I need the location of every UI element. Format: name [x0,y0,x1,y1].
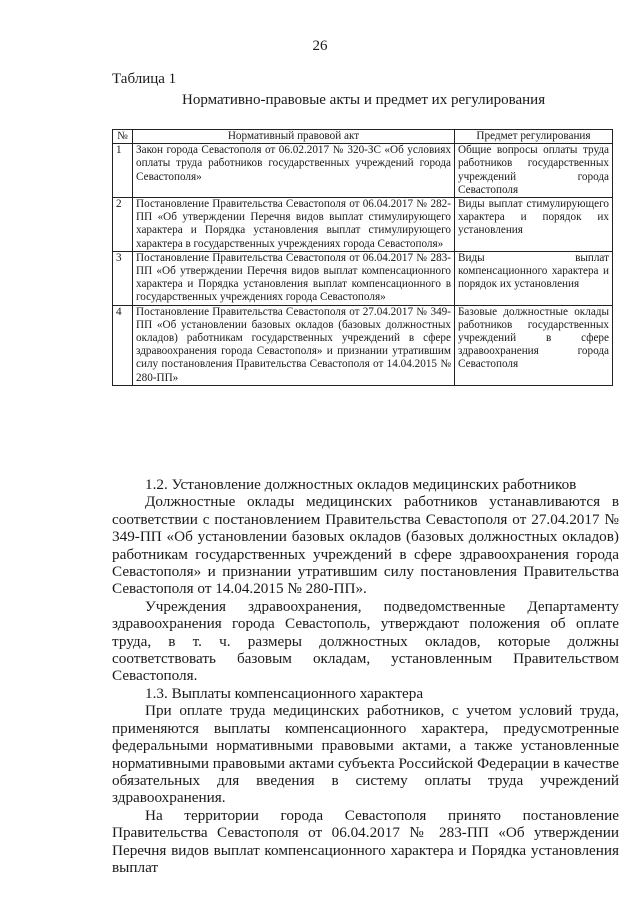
table-row [113,198,613,252]
row-number: 1 [113,144,133,198]
table-header-row [113,130,613,144]
table-label: Таблица 1 [112,71,177,87]
section-heading-1-3: 1.3. Выплаты компенсационного характера [145,684,424,702]
section-heading-1-2: 1.2. Установление должностных окладов медицинских работников [145,476,577,493]
column-header-act: Нормативный правовой акт [133,130,455,144]
table-title: Нормативно-правовые акты и предмет их регулирования [182,92,546,108]
table-row [113,144,613,198]
row-act: Постановление Правительства Севастополя от 27.04.2017 № 349-ПП «Об установлении базовых окладов (базовых должностных окладов) работникам государственных учреждений в сфере здравоохранения города Севастополя» и признании утратившим силу постановления Правительства Севастополя от 14.04.2015 № 280-ПП» [133,305,455,385]
row-act: Постановление Правительства Севастополя от 06.04.2017 № 283-ПП «Об утверждении Перечня видов выплат компенсационного характера и Порядка установления выплат компенсационного в государственных учреждениях города Севастополя» [133,251,455,305]
row-act: Закон города Севастополя от 06.02.2017 № 320-ЗС «Об условиях оплаты труда работников государственных учреждений города Севастополя» [133,144,455,198]
row-number: 4 [113,305,133,385]
body-text [112,476,619,876]
table-row [113,251,613,305]
row-subject: Общие вопросы оплаты труда работников государственных учреждений города Севастополя [455,144,613,198]
acts-table [112,129,613,386]
row-subject: Виды выплат компенсационного характера и порядок их установления [455,251,613,305]
row-subject: Базовые должностные оклады работников государственных учреждений в сфере здравоохранения города Севастополя [455,305,613,385]
column-header-subject: Предмет регулирования [455,130,613,144]
row-act: Постановление Правительства Севастополя от 06.04.2017 № 282-ПП «Об утверждении Перечня видов выплат стимулирующего характера и Порядка установления выплат стимулирующего характера в государственных учреждениях города Севастополя» [133,198,455,252]
paragraph: При оплате труда медицинских работников, с учетом условий труда, применяются выплаты компенсационного характера, предусмотренные федеральными нормативными правовыми актами, а также установленные нормативными правовыми актами субъекта Российской Федерации в качестве обязательных для введения в систему оплаты труда учреждений здравоохранения. [112,702,619,807]
column-header-number: № [113,130,133,144]
page-number: 26 [312,38,328,54]
table-row [113,305,613,385]
paragraph: Учреждения здравоохранения, подведомственные Департаменту здравоохранения города Севастополь, утверждают положения об оплате труда, в т. ч. размеры должностных окладов, которые должны соответствовать базовым окладам, установленным Правительством Севастополя. [112,597,619,685]
paragraph: На территории города Севастополя принято постановление Правительства Севастополя от 06.04.2017 № 283-ПП «Об утверждении Перечня видов выплат компенсационного характера и Порядка установления выплат [112,806,619,876]
paragraph: Должностные оклады медицинских работников устанавливаются в соответствии с постановлением Правительства Севастополя от 27.04.2017 № 349-ПП «Об установлении базовых окладов (базовых должностных окладов) работникам государственных учреждений в сфере здравоохранения города Севастополя» и признании утратившим силу постановления Правительства Севастополя от 14.04.2015 № 280-ПП». [112,493,619,598]
row-number: 2 [113,198,133,252]
row-number: 3 [113,251,133,305]
row-subject: Виды выплат стимулирующего характера и порядок их установления [455,198,613,252]
